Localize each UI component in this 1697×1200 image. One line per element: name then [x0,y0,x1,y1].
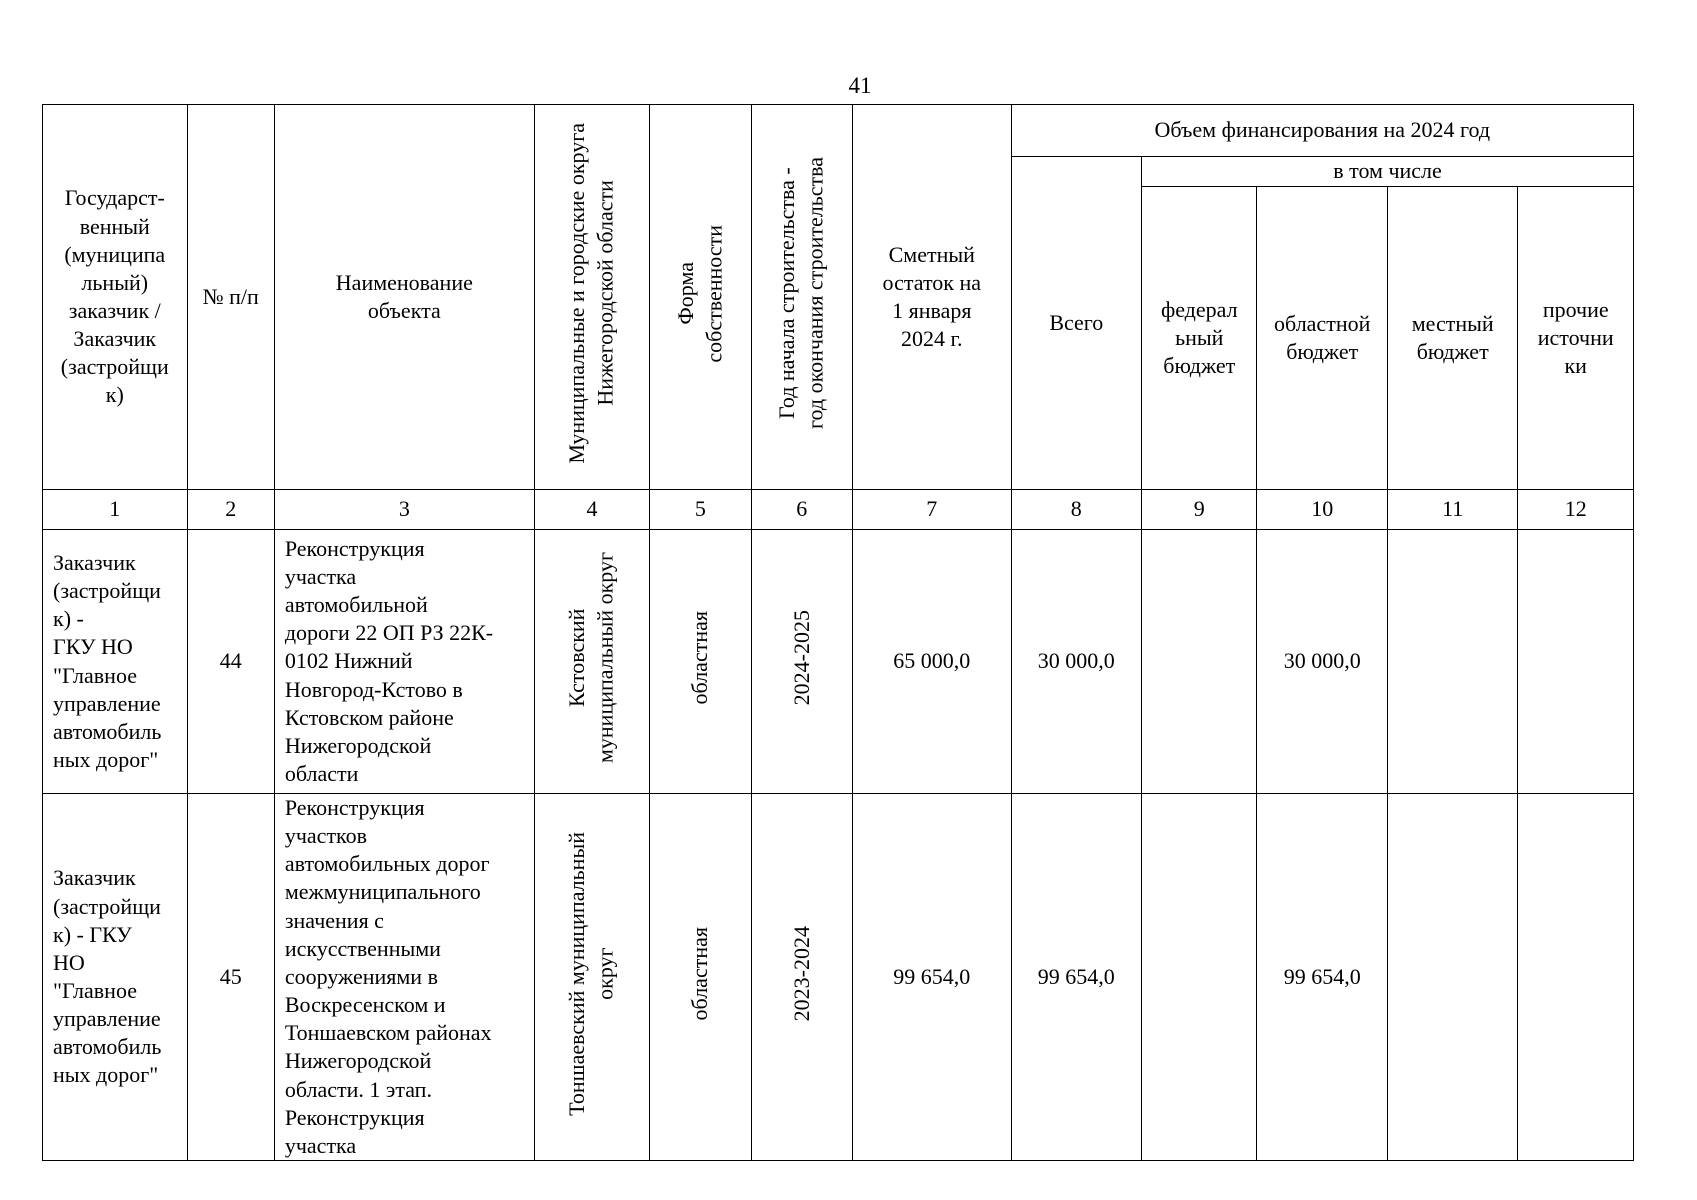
header-years-text: Год начала строительства - год окончания строительства [774,157,828,430]
cell-ownership [650,794,751,1161]
cell-total: 30 000,0 [1011,530,1141,794]
column-number: 3 [274,490,534,530]
header-financing-group: Объем финансирования на 2024 год [1011,105,1633,157]
cell-regional: 99 654,0 [1257,794,1387,1161]
cell-years [751,794,852,1161]
cell-district-text: Кстовский муниципальный округ [564,552,619,764]
header-local: местный бюджет [1387,187,1517,490]
column-number: 4 [534,490,649,530]
cell-district [534,530,649,794]
header-total: Всего [1011,157,1141,490]
column-number: 10 [1257,490,1387,530]
cell-local [1387,530,1517,794]
table-row [43,530,1634,794]
column-number: 9 [1142,490,1257,530]
column-number: 2 [187,490,274,530]
header-ownership-text: Форма собственности [672,224,727,363]
header-number: № п/п [187,105,274,490]
column-number: 8 [1011,490,1141,530]
cell-local [1387,794,1517,1161]
column-numbers-row [43,490,1634,530]
cell-customer: Заказчик (застройщи к) - ГКУ НО "Главное управление автомобиль ных дорог" [43,794,188,1161]
cell-years-text: 2023-2024 [788,925,814,1022]
cell-total: 99 654,0 [1011,794,1141,1161]
cell-estimate-remainder: 65 000,0 [852,530,1011,794]
cell-other [1518,794,1634,1161]
cell-district [534,794,649,1161]
cell-number: 45 [187,794,274,1161]
header-regional: областной бюджет [1257,187,1387,490]
column-number: 7 [852,490,1011,530]
header-districts-text: Муниципальные и городские округа Нижегородской области [564,123,619,464]
header-including: в том числе [1142,157,1634,187]
header-row [43,105,1634,157]
cell-ownership-text: областная [687,926,713,1021]
column-number: 6 [751,490,852,530]
table-row [43,794,1634,1161]
cell-ownership [650,530,751,794]
cell-district-text: Тоншаевский муниципальный округ [564,831,619,1116]
cell-years [751,530,852,794]
page-number: 41 [848,73,872,98]
header-object-name: Наименование объекта [274,105,534,490]
cell-object-name: Реконструкция участков автомобильных дорог межмуниципального значения с искусственными сооружениями в Воскресенском и Тоншаевском районах Нижегородской области. 1 этап. Реконструкция участка [274,794,534,1161]
cell-federal [1142,794,1257,1161]
cell-regional: 30 000,0 [1257,530,1387,794]
header-years [751,105,852,490]
column-number: 5 [650,490,751,530]
header-federal: федерал ьный бюджет [1142,187,1257,490]
header-ownership [650,105,751,490]
column-number: 1 [43,490,188,530]
header-other: прочие источни ки [1518,187,1634,490]
column-number: 11 [1387,490,1517,530]
cell-ownership-text: областная [687,611,713,705]
header-districts [534,105,649,490]
header-customer: Государст- венный (муниципа льный) заказчик / Заказчик (застройщи к) [43,105,188,490]
financing-table [42,104,1634,1161]
cell-federal [1142,530,1257,794]
cell-years-text: 2024-2025 [788,610,814,706]
header-estimate-remainder: Сметный остаток на 1 января 2024 г. [852,105,1011,490]
cell-estimate-remainder: 99 654,0 [852,794,1011,1161]
column-number: 12 [1518,490,1634,530]
cell-customer: Заказчик (застройщи к) - ГКУ НО "Главное управление автомобиль ных дорог" [43,530,188,794]
cell-number: 44 [187,530,274,794]
cell-other [1518,530,1634,794]
cell-object-name: Реконструкция участка автомобильной дороги 22 ОП РЗ 22К- 0102 Нижний Новгород-Кстово в Кстовском районе Нижегородской области [274,530,534,794]
